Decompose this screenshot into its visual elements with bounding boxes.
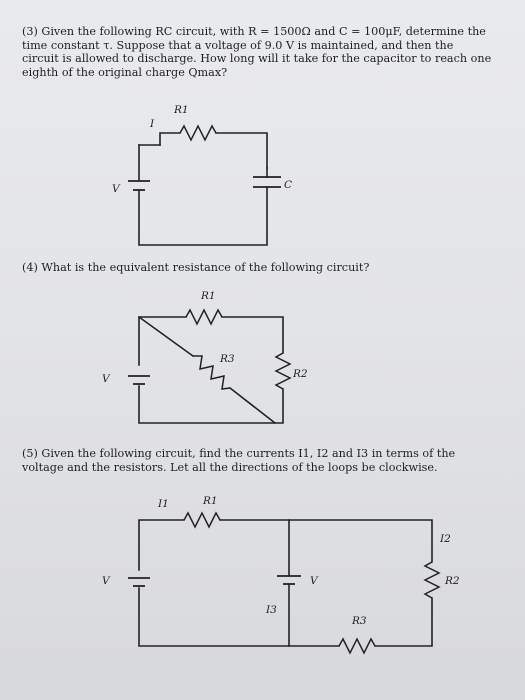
wire-bottom <box>139 187 267 245</box>
resistor-label-r3: R3 <box>352 615 367 627</box>
diagonal-wire-lower <box>230 388 275 423</box>
wire-bottom-left <box>139 588 339 646</box>
circuit-5 <box>102 495 460 653</box>
resistor-label-r2: R2 <box>293 368 308 380</box>
wire-top-right <box>222 317 283 353</box>
resistor-label-r2: R2 <box>445 575 460 587</box>
question-3-text: Given the following RC circuit, with R = 1500Ω and C = 100μF, determine the time constant τ. Suppose that a voltage of 9.0 V is maintained, and then the circuit is allowed to discharge. How long will it take for the capacitor to reach one eighth of the original charge Qmax? <box>22 25 492 79</box>
question-5-text: Given the following circuit, find the currents I1, I2 and I3 in terms of the voltage and the resistors. Let all the directions of the loops be clockwise. <box>22 447 456 474</box>
circuit-3 <box>112 104 292 245</box>
current-label-i2: I2 <box>440 533 451 545</box>
source-label-v: V <box>112 183 120 195</box>
circuit-4 <box>102 290 308 423</box>
resistor-label-r1: R1 <box>203 495 218 507</box>
resistor-r2 <box>276 353 290 389</box>
resistor-label-r1: R1 <box>174 104 189 116</box>
source-label-v-left: V <box>102 575 110 587</box>
wire-top-right <box>216 133 267 168</box>
wire-top-left <box>139 520 184 570</box>
wire-top-right <box>220 520 432 562</box>
wire-top-left <box>160 133 180 145</box>
resistor-r2 <box>425 562 439 598</box>
current-label-i1: I1 <box>158 498 169 510</box>
source-label-v-middle: V <box>310 575 318 587</box>
resistor-r1 <box>184 513 220 527</box>
current-label-i3: I3 <box>266 604 277 616</box>
resistor-label-r1: R1 <box>201 290 216 302</box>
resistor-label-r3: R3 <box>220 353 235 365</box>
current-label-i: I <box>150 118 155 130</box>
question-4-number: (4) <box>22 261 38 274</box>
resistor-r1 <box>186 310 222 324</box>
capacitor-label-c: C <box>284 179 293 191</box>
resistor-r3 <box>339 639 375 653</box>
wire-bottom <box>139 386 283 423</box>
question-5-number: (5) <box>22 447 38 460</box>
resistor-r1 <box>180 126 216 140</box>
source-label-v: V <box>102 373 110 385</box>
wire-top-left <box>139 317 186 365</box>
question-4-text: What is the equivalent resistance of the following circuit? <box>41 261 370 274</box>
question-3-number: (3) <box>22 25 38 38</box>
wire-bottom-right <box>375 598 432 646</box>
diagonal-wire-upper <box>139 317 193 356</box>
